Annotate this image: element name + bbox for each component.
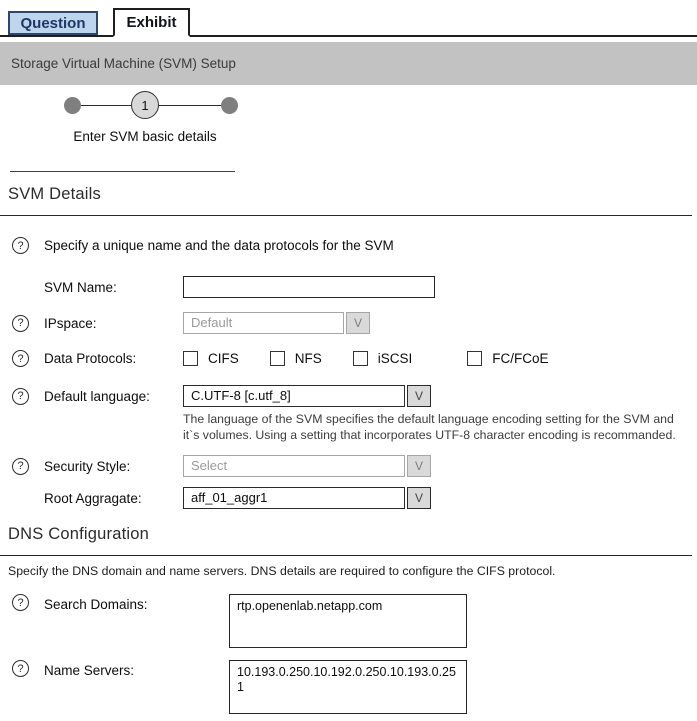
security-style-label: Security Style: — [44, 458, 131, 474]
wizard-title: Storage Virtual Machine (SVM) Setup — [11, 56, 236, 71]
stepper-start-dot — [64, 97, 81, 114]
help-icon[interactable]: ? — [12, 458, 29, 475]
root-aggregate-label: Root Aggragate: — [44, 490, 142, 506]
stepper-end-dot — [221, 97, 238, 114]
svm-name-row — [0, 276, 697, 298]
svm-details-section-title: SVM Details — [8, 185, 101, 203]
help-icon[interactable]: ? — [12, 315, 29, 332]
dropdown-arrow-icon[interactable]: V — [407, 385, 431, 407]
help-icon[interactable]: ? — [12, 350, 29, 367]
wizard-stepper — [0, 85, 697, 171]
dns-configuration-divider — [0, 555, 692, 556]
checkbox-iscsi[interactable] — [353, 351, 368, 366]
svm-name-label: SVM Name: — [44, 279, 117, 295]
search-domains-label: Search Domains: — [44, 597, 148, 612]
svm-intro-text: Specify a unique name and the data protocols for the SVM — [44, 238, 394, 253]
stepper-divider — [10, 171, 235, 172]
default-language-row — [0, 385, 697, 407]
help-icon[interactable]: ? — [12, 237, 29, 254]
checkbox-fcfcoe[interactable] — [467, 351, 482, 366]
dropdown-arrow-icon[interactable]: V — [346, 312, 370, 334]
help-icon[interactable]: ? — [12, 660, 29, 677]
checkbox-nfs-label: NFS — [294, 351, 322, 366]
help-icon[interactable]: ? — [12, 388, 29, 405]
checkbox-nfs[interactable] — [270, 351, 285, 366]
help-icon[interactable]: ? — [12, 594, 29, 611]
tab-bar — [0, 0, 697, 37]
name-servers-textarea[interactable] — [229, 660, 467, 714]
search-domains-row — [0, 594, 697, 648]
svm-details-divider — [0, 215, 692, 216]
default-language-dropdown[interactable] — [183, 385, 431, 407]
svm-name-input[interactable] — [183, 276, 435, 298]
dropdown-arrow-icon[interactable]: V — [407, 487, 431, 509]
tab-question[interactable]: Question — [8, 11, 98, 35]
root-aggregate-dropdown[interactable] — [183, 487, 431, 509]
dropdown-arrow-icon[interactable]: V — [407, 455, 431, 477]
tab-exhibit[interactable]: Exhibit — [113, 8, 190, 37]
name-servers-label: Name Servers: — [44, 663, 135, 678]
name-servers-row — [0, 660, 697, 714]
ipspace-selected-value: Default — [183, 312, 344, 334]
checkbox-cifs[interactable] — [183, 351, 198, 366]
ipspace-row — [0, 312, 697, 334]
security-style-row — [0, 455, 697, 477]
data-protocols-label: Data Protocols: — [44, 351, 137, 366]
checkbox-iscsi-label: iSCSI — [377, 351, 413, 366]
svm-intro-row — [0, 237, 697, 254]
default-language-help-text: The language of the SVM specifies the default language encoding setting for the SVM and it`s volumes. Using a setting that incorporates UTF-8 character encoding is recommanded. — [183, 412, 676, 442]
ipspace-dropdown[interactable] — [183, 312, 370, 334]
default-language-label: Default language: — [44, 388, 150, 404]
checkbox-fcfcoe-label: FC/FCoE — [492, 351, 549, 366]
ipspace-label: IPspace: — [44, 315, 97, 331]
default-language-selected-value: C.UTF-8 [c.utf_8] — [183, 385, 405, 407]
wizard-header-bar — [0, 42, 697, 85]
root-aggregate-row — [0, 487, 697, 509]
data-protocols-row — [0, 350, 697, 367]
dns-configuration-section-title: DNS Configuration — [8, 525, 149, 543]
stepper-step-1-circle[interactable]: 1 — [131, 91, 159, 119]
security-style-dropdown[interactable] — [183, 455, 431, 477]
checkbox-cifs-label: CIFS — [208, 351, 239, 366]
security-style-selected-value: Select — [183, 455, 405, 477]
root-aggregate-selected-value: aff_01_aggr1 — [183, 487, 405, 509]
stepper-step-caption: Enter SVM basic details — [73, 129, 217, 144]
search-domains-textarea[interactable] — [229, 594, 467, 648]
dns-configuration-description: Specify the DNS domain and name servers. DNS details are required to configure the CIFS protocol. — [8, 564, 556, 578]
